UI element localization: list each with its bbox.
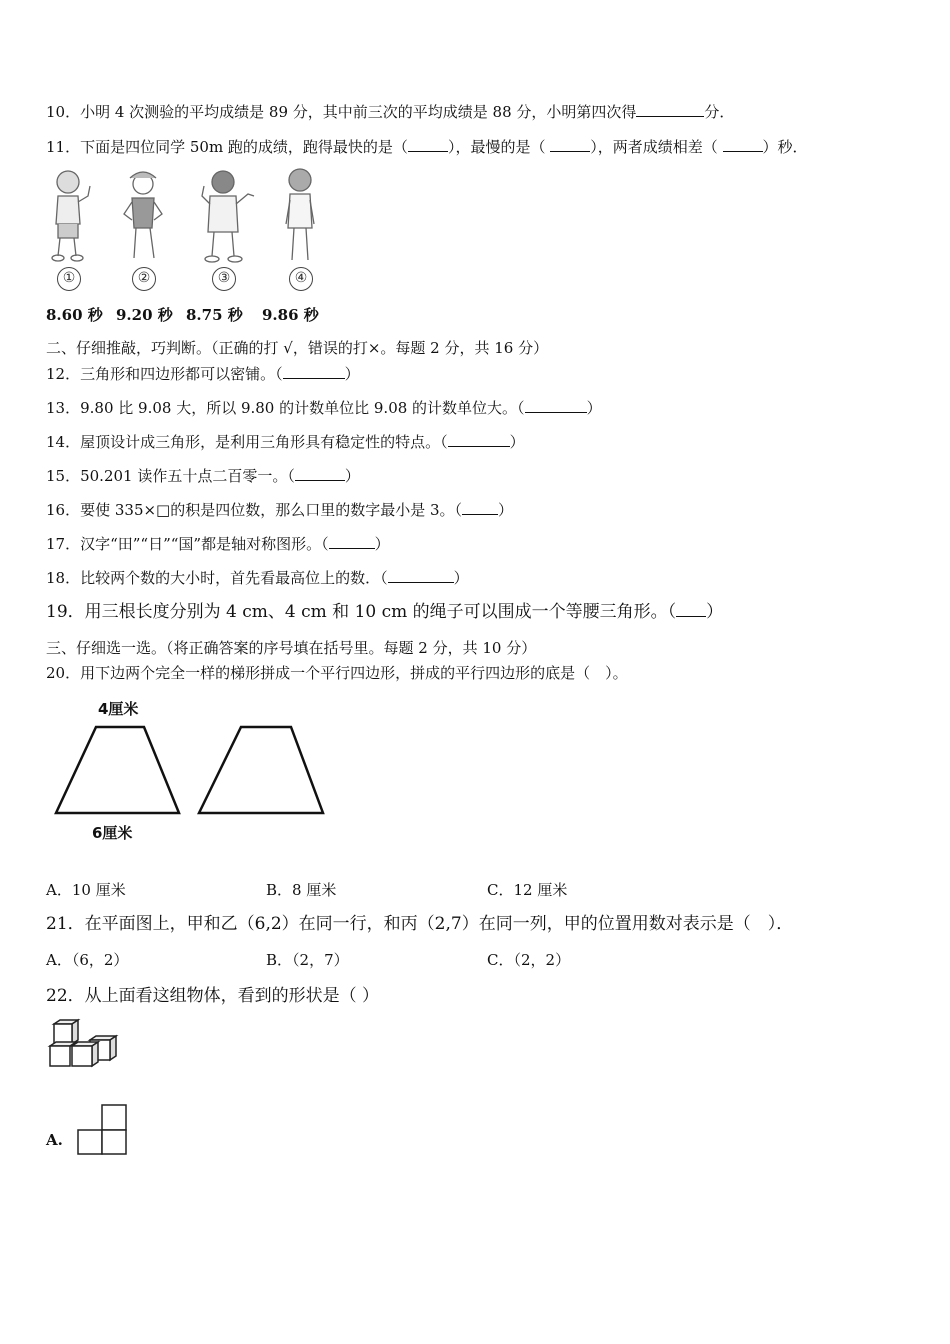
q22-option-a[interactable]: A. <box>46 1131 63 1149</box>
question-19-text: 19．用三根长度分别为 4 cm、4 cm 和 10 cm 的绳子可以围成一个等腰三角形。（ <box>46 602 677 622</box>
question-20: 20．用下边两个完全一样的梯形拼成一个平行四边形，拼成的平行四边形的底是（ ）。 <box>46 664 628 682</box>
q22-option-a-shape <box>76 1104 128 1156</box>
question-11 <box>46 137 808 157</box>
time-4: 9.86 秒 <box>262 306 319 324</box>
answer-blank[interactable] <box>283 364 345 379</box>
question-11-text-2: ），最慢的是（ <box>447 138 551 156</box>
q21-option-a[interactable]: A．（6，2） <box>46 951 129 969</box>
cubes-figure <box>46 1018 126 1074</box>
question-14 <box>46 432 525 452</box>
close-paren: ） <box>586 399 602 417</box>
answer-blank[interactable] <box>676 602 706 617</box>
close-paren: ） <box>344 365 360 383</box>
question-11-text-4: ）秒． <box>762 138 808 156</box>
question-13-text: 13．9.80 比 9.08 大，所以 9.80 的计数单位比 9.08 的计数单位大。（ <box>46 399 525 417</box>
answer-blank[interactable] <box>329 534 375 549</box>
student-2-label: ② <box>132 267 156 291</box>
question-12-text: 12．三角形和四边形都可以密铺。（ <box>46 365 283 383</box>
trapezoids-figure <box>46 695 336 850</box>
close-paren: ） <box>374 535 390 553</box>
close-paren: ） <box>498 501 514 519</box>
question-12 <box>46 364 360 384</box>
top-view-squares-icon <box>76 1104 128 1156</box>
run-times <box>46 304 327 325</box>
close-paren: ） <box>509 433 525 451</box>
question-10-text: 10．小明 4 次测验的平均成绩是 89 分，其中前三次的平均成绩是 88 分，小明第四次得 <box>46 103 637 121</box>
close-paren: ） <box>706 602 724 622</box>
section-3-heading: 三、仔细选一选。（将正确答案的序号填在括号里。每题 2 分，共 10 分） <box>46 639 537 657</box>
section-2-heading: 二、仔细推敲，巧判断。（正确的打 √，错误的打×。每题 2 分，共 16 分） <box>46 339 549 357</box>
close-paren: ） <box>344 467 360 485</box>
answer-blank[interactable] <box>448 432 510 447</box>
question-19 <box>46 602 723 622</box>
question-17-text: 17．汉字“田”“日”“国”都是轴对称图形。（ <box>46 535 329 553</box>
close-paren: ） <box>453 569 469 587</box>
question-18 <box>46 568 469 588</box>
stacked-cubes-icon <box>46 1018 126 1074</box>
answer-blank-fastest[interactable] <box>408 137 448 152</box>
time-2: 9.20 秒 <box>116 306 173 324</box>
question-18-text: 18．比较两个数的大小时，首先看最高位上的数．（ <box>46 569 388 587</box>
time-1: 8.60 秒 <box>46 306 103 324</box>
students-figure <box>46 166 326 291</box>
question-10 <box>46 102 734 122</box>
students-illustration-icon <box>46 166 326 266</box>
q20-option-a[interactable]: A．10 厘米 <box>46 881 126 899</box>
question-14-text: 14．屋顶设计成三角形，是利用三角形具有稳定性的特点。（ <box>46 433 448 451</box>
trapezoid-bottom-label: 6厘米 <box>92 824 133 842</box>
question-15 <box>46 466 360 486</box>
answer-blank[interactable] <box>462 500 498 515</box>
time-3: 8.75 秒 <box>186 306 243 324</box>
question-10-suffix: 分． <box>704 103 735 121</box>
answer-blank[interactable] <box>525 398 587 413</box>
student-3-label: ③ <box>212 267 236 291</box>
student-4-label: ④ <box>289 267 313 291</box>
question-22: 22．从上面看这组物体，看到的形状是（ ） <box>46 986 380 1006</box>
q21-option-c[interactable]: C．（2，2） <box>487 951 571 969</box>
answer-blank[interactable] <box>636 102 704 117</box>
answer-blank[interactable] <box>388 568 454 583</box>
answer-blank[interactable] <box>295 466 345 481</box>
answer-blank-difference[interactable] <box>723 137 763 152</box>
question-16-text: 16．要使 335×□的积是四位数，那么口里的数字最小是 3。（ <box>46 501 463 519</box>
question-21: 21．在平面图上，甲和乙（6,2）在同一行，和丙（2,7）在同一列，甲的位置用数对表示是（ ）． <box>46 914 794 934</box>
trapezoid-shapes-icon <box>46 715 336 845</box>
student-1-label: ① <box>57 267 81 291</box>
trapezoid-top-label: 4厘米 <box>98 700 139 718</box>
question-13 <box>46 398 602 418</box>
q20-option-c[interactable]: C．12 厘米 <box>487 881 568 899</box>
question-11-text-1: 11．下面是四位同学 50m 跑的成绩，跑得最快的是（ <box>46 138 408 156</box>
question-11-text-3: ），两者成绩相差（ <box>590 138 723 156</box>
question-16 <box>46 500 513 520</box>
q21-option-b[interactable]: B．（2，7） <box>266 951 349 969</box>
question-15-text: 15．50.201 读作五十点二百零一。（ <box>46 467 295 485</box>
q20-option-b[interactable]: B．8 厘米 <box>266 881 337 899</box>
answer-blank-slowest[interactable] <box>550 137 590 152</box>
question-17 <box>46 534 390 554</box>
